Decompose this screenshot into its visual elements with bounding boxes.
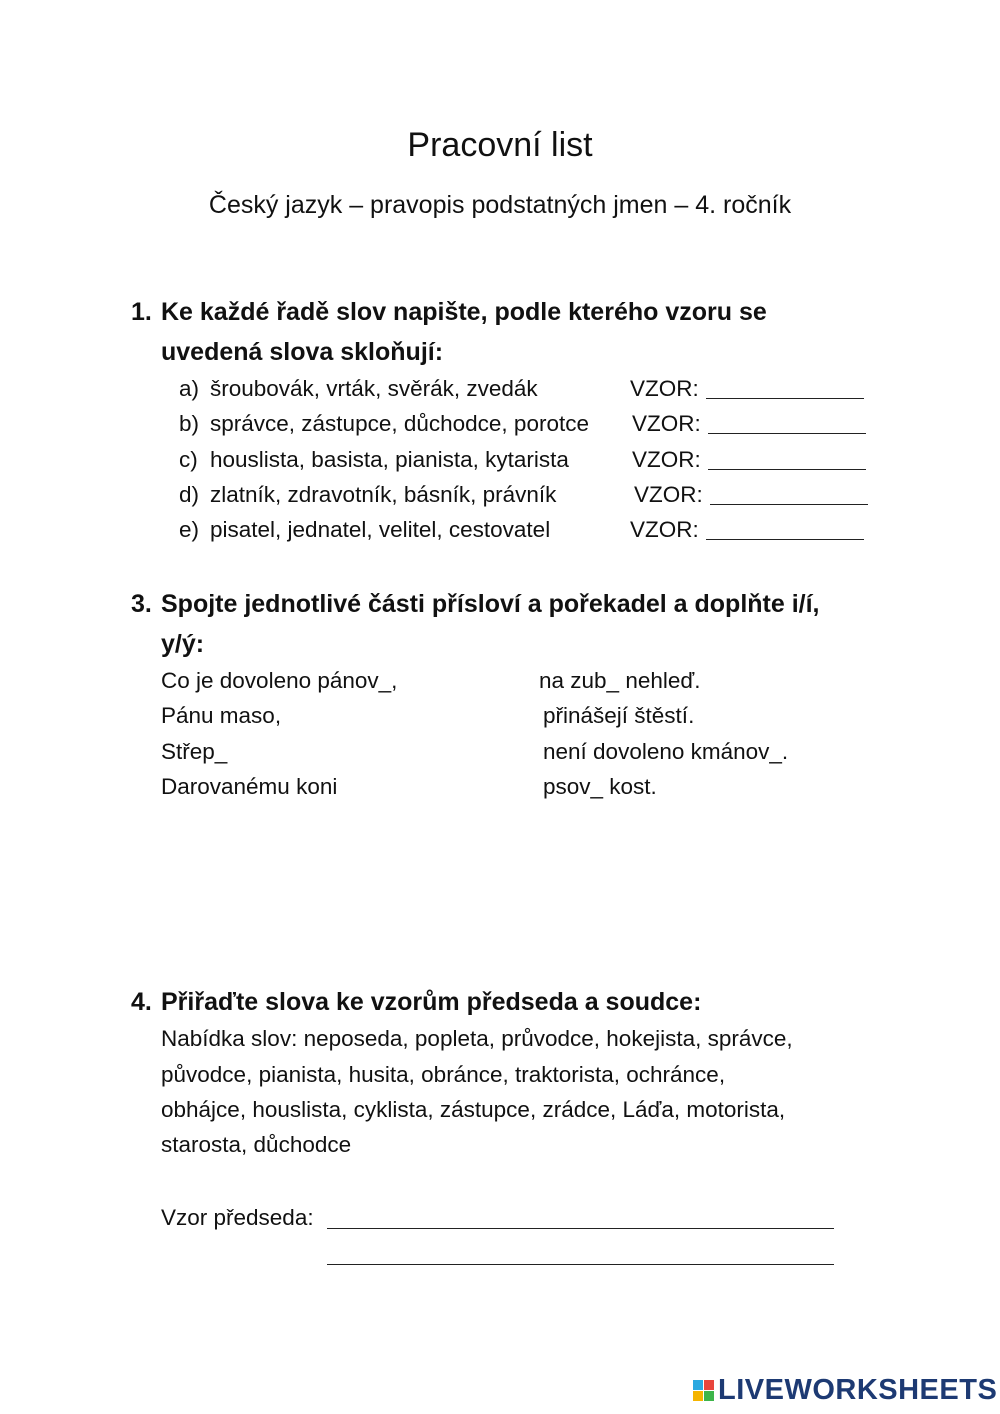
- question-1-heading-line2: uvedená slova skloňují:: [161, 338, 444, 366]
- question-1-number: 1.: [131, 298, 152, 326]
- item-c-answer-blank[interactable]: [708, 451, 866, 470]
- page-subtitle: Český jazyk – pravopis podstatných jmen – 4. ročník: [208, 191, 792, 219]
- item-d-vzor-label: VZOR:: [634, 482, 703, 507]
- item-b-letter: b): [179, 411, 200, 436]
- proverb-right-4: psov_ kost.: [543, 774, 657, 799]
- item-e-vzor-label: VZOR:: [630, 517, 699, 542]
- question-3-heading-line1: Spojte jednotlivé části přísloví a pořekadel a doplňte i/í,: [161, 590, 820, 618]
- item-b-vzor-label: VZOR:: [632, 411, 701, 436]
- item-e-answer-blank[interactable]: [706, 521, 864, 540]
- logo-square-4: [704, 1391, 714, 1401]
- question-3-heading-line2: y/ý:: [161, 630, 205, 658]
- question-1-heading-line1: Ke každé řadě slov napište, podle kterého vzoru se: [161, 298, 767, 326]
- item-d-answer-blank[interactable]: [710, 486, 868, 505]
- vzor-predseda-label: Vzor předseda:: [161, 1205, 314, 1230]
- liveworksheets-logo: [693, 1375, 997, 1405]
- logo-square-2: [704, 1380, 714, 1390]
- proverb-left-3: Střep_: [161, 739, 228, 764]
- item-c-words: houslista, basista, pianista, kytarista: [210, 447, 569, 472]
- proverb-left-4: Darovanému koni: [161, 774, 338, 799]
- item-c-letter: c): [179, 447, 198, 472]
- logo-square-3: [693, 1391, 703, 1401]
- proverb-left-1: Co je dovoleno pánov_,: [161, 668, 398, 693]
- item-b-words: správce, zástupce, důchodce, porotce: [210, 411, 589, 436]
- liveworksheets-logo-text: LIVEWORKSHEETS: [718, 1373, 998, 1406]
- logo-square-1: [693, 1380, 703, 1390]
- item-e-letter: e): [179, 517, 200, 542]
- item-a-letter: a): [179, 376, 200, 401]
- item-d-letter: d): [179, 482, 200, 507]
- proverb-right-1: na zub_ nehleď.: [539, 668, 701, 693]
- item-c-vzor-label: VZOR:: [632, 447, 701, 472]
- item-a-vzor-label: VZOR:: [630, 376, 699, 401]
- page-title: Pracovní list: [407, 126, 593, 164]
- liveworksheets-logo-icon: [693, 1380, 714, 1401]
- word-offer-line-2: původce, pianista, husita, obránce, traktorista, ochránce,: [161, 1062, 726, 1087]
- item-b-answer-blank[interactable]: [708, 415, 866, 434]
- vzor-predseda-answer-line-2[interactable]: [327, 1246, 834, 1265]
- proverb-right-2: přinášejí štěstí.: [543, 703, 695, 728]
- word-offer-line-1: Nabídka slov: neposeda, popleta, průvodce, hokejista, správce,: [161, 1026, 793, 1051]
- proverb-right-3: není dovoleno kmánov_.: [543, 739, 789, 764]
- question-3-number: 3.: [131, 590, 152, 618]
- item-a-answer-blank[interactable]: [706, 380, 864, 399]
- item-a-words: šroubovák, vrták, svěrák, zvedák: [210, 376, 538, 401]
- word-offer-line-4: starosta, důchodce: [161, 1132, 352, 1157]
- question-4-number: 4.: [131, 988, 152, 1016]
- word-offer-line-3: obhájce, houslista, cyklista, zástupce, zrádce, Láďa, motorista,: [161, 1097, 786, 1122]
- item-d-words: zlatník, zdravotník, básník, právník: [210, 482, 557, 507]
- vzor-predseda-answer-line-1[interactable]: [327, 1210, 834, 1229]
- proverb-left-2: Pánu maso,: [161, 703, 282, 728]
- question-4-heading: Přiřaďte slova ke vzorům předseda a soudce:: [161, 988, 702, 1016]
- item-e-words: pisatel, jednatel, velitel, cestovatel: [210, 517, 551, 542]
